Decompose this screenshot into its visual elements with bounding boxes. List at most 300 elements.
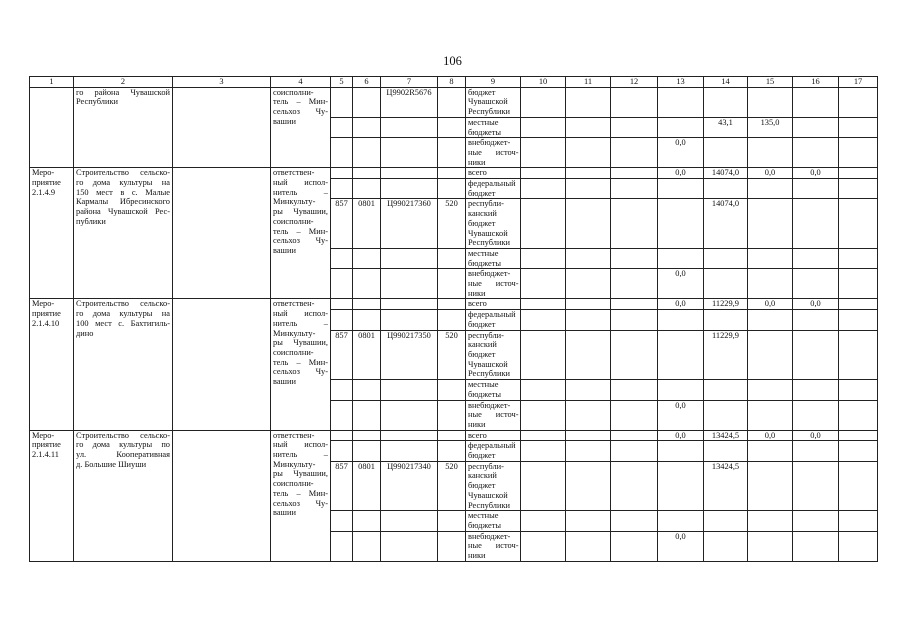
target-article-cell — [381, 430, 438, 441]
section-code-cell: 0801 — [353, 461, 381, 511]
column-number-header: 7 — [381, 77, 438, 88]
text-line: ры Чувашии, — [273, 338, 328, 348]
text-line: ный испол- — [273, 440, 328, 450]
text-line: го дома культуры по — [76, 440, 170, 450]
text-line: приятие — [32, 309, 61, 319]
amount-cell: 11229,9 — [704, 299, 748, 310]
amount-cell — [793, 138, 839, 168]
funding-source-cell — [466, 179, 521, 199]
grbs-code-cell: 857 — [331, 330, 353, 380]
text-line: д. Большие Шиуши — [76, 459, 147, 469]
expense-type-cell — [438, 138, 466, 168]
funding-source-cell — [466, 430, 521, 441]
amount-cell — [521, 380, 566, 400]
amount-cell — [521, 330, 566, 380]
amount-cell — [704, 441, 748, 461]
amount-cell — [611, 400, 658, 430]
amount-cell — [521, 531, 566, 561]
amount-cell: 0,0 — [658, 269, 704, 299]
amount-cell — [748, 461, 793, 511]
target-article-cell: Ц990217360 — [381, 199, 438, 249]
amount-cell: 13424,5 — [704, 461, 748, 511]
amount-cell — [521, 168, 566, 179]
column-number-header: 8 — [438, 77, 466, 88]
target-article-cell — [381, 310, 438, 330]
grbs-code-cell — [331, 168, 353, 179]
text-line: ры Чувашии, — [273, 207, 328, 217]
text-line: 150 мест в с. Малые — [76, 187, 170, 197]
amount-cell — [521, 400, 566, 430]
text-line: 2.1.4.10 — [32, 318, 60, 328]
amount-cell — [611, 430, 658, 441]
amount-cell — [793, 117, 839, 137]
funding-source-cell — [466, 168, 521, 179]
text-line: канский — [468, 471, 497, 481]
text-line: всего — [468, 299, 487, 309]
column-number-header: 17 — [839, 77, 878, 88]
text-line: местные — [468, 380, 499, 390]
grbs-code-cell — [331, 441, 353, 461]
text-line: нитель – — [273, 187, 328, 197]
text-line: соисполни- — [273, 216, 314, 226]
target-article-cell: Ц990217350 — [381, 330, 438, 380]
amount-cell — [521, 441, 566, 461]
text-line: соисполни- — [273, 347, 314, 357]
grbs-code-cell — [331, 179, 353, 199]
amount-cell: 14074,0 — [704, 199, 748, 249]
text-line: ники — [468, 288, 486, 298]
expense-type-cell — [438, 441, 466, 461]
table-body — [30, 87, 878, 561]
amount-cell — [611, 199, 658, 249]
text-line: вашии — [273, 116, 296, 126]
amount-cell — [748, 400, 793, 430]
text-line: Минкульту- — [273, 197, 316, 207]
amount-cell — [566, 87, 611, 117]
text-line: бюджеты — [468, 127, 502, 137]
amount-cell: 0,0 — [658, 531, 704, 561]
funding-source-cell — [466, 87, 521, 117]
grbs-code-cell — [331, 87, 353, 117]
text-line: приятие — [32, 440, 61, 450]
text-line: ные источ- — [468, 147, 519, 157]
text-line: бюджет — [468, 87, 496, 97]
amount-cell — [566, 531, 611, 561]
column-number-header: 1 — [30, 77, 74, 88]
amount-cell — [704, 179, 748, 199]
expense-type-cell: 520 — [438, 330, 466, 380]
column-number-header: 6 — [353, 77, 381, 88]
text-line: бюджеты — [468, 389, 502, 399]
amount-cell — [521, 179, 566, 199]
amount-cell — [611, 138, 658, 168]
column-number-row — [30, 77, 878, 88]
amount-cell — [793, 531, 839, 561]
amount-cell — [521, 87, 566, 117]
section-code-cell — [353, 531, 381, 561]
amount-cell — [793, 330, 839, 380]
amount-cell — [658, 199, 704, 249]
text-line: го дома культуры на — [76, 309, 170, 319]
funding-source-cell — [466, 299, 521, 310]
funding-source-cell — [466, 511, 521, 531]
measure-title-cell — [74, 87, 173, 168]
amount-cell — [748, 269, 793, 299]
amount-cell: 43,1 — [704, 117, 748, 137]
expense-type-cell — [438, 400, 466, 430]
amount-cell — [839, 199, 878, 249]
amount-cell — [748, 248, 793, 268]
text-line: канский — [468, 209, 497, 219]
text-line: соисполни- — [273, 87, 314, 97]
amount-cell — [748, 138, 793, 168]
amount-cell — [611, 461, 658, 511]
expense-type-cell — [438, 248, 466, 268]
target-article-cell — [381, 269, 438, 299]
amount-cell — [793, 248, 839, 268]
amount-cell — [611, 511, 658, 531]
expense-type-cell — [438, 117, 466, 137]
text-line: сельхоз Чу- — [273, 367, 328, 377]
table-row — [30, 299, 878, 310]
text-line: республи- — [468, 330, 504, 340]
target-article-cell — [381, 299, 438, 310]
section-code-cell — [353, 179, 381, 199]
amount-cell — [521, 430, 566, 441]
amount-cell — [793, 269, 839, 299]
text-line: Чувашской — [468, 490, 508, 500]
amount-cell: 0,0 — [793, 299, 839, 310]
grbs-code-cell — [331, 248, 353, 268]
amount-cell — [611, 531, 658, 561]
executor-cell — [271, 87, 331, 168]
amount-cell — [704, 511, 748, 531]
amount-cell — [839, 441, 878, 461]
amount-cell: 13424,5 — [704, 430, 748, 441]
amount-cell — [704, 400, 748, 430]
column-number-header: 15 — [748, 77, 793, 88]
grbs-code-cell — [331, 511, 353, 531]
text-line: бюджет — [468, 218, 496, 228]
amount-cell — [566, 330, 611, 380]
funding-source-cell — [466, 117, 521, 137]
text-line: нитель – — [273, 318, 328, 328]
column-number-header: 4 — [271, 77, 331, 88]
text-line: ный испол- — [273, 309, 328, 319]
target-article-cell — [381, 380, 438, 400]
text-line: сельхоз Чу- — [273, 498, 328, 508]
text-line: Чувашской — [468, 359, 508, 369]
amount-cell — [566, 511, 611, 531]
text-line: района Чувашской Рес- — [76, 207, 170, 217]
amount-cell — [611, 380, 658, 400]
text-line: Строительство сельско- — [76, 168, 170, 178]
section-code-cell — [353, 299, 381, 310]
amount-cell — [611, 117, 658, 137]
amount-cell — [521, 248, 566, 268]
text-line: ры Чувашии, — [273, 469, 328, 479]
text-line: ники — [468, 419, 486, 429]
expense-type-cell — [438, 531, 466, 561]
expense-type-cell — [438, 430, 466, 441]
amount-cell — [566, 138, 611, 168]
expense-type-cell — [438, 299, 466, 310]
amount-cell — [611, 330, 658, 380]
amount-cell — [839, 380, 878, 400]
text-line: Чувашской — [468, 228, 508, 238]
section-code-cell — [353, 117, 381, 137]
text-line: бюджет — [468, 451, 496, 461]
amount-cell — [704, 138, 748, 168]
amount-cell — [521, 199, 566, 249]
participant-cell — [173, 430, 271, 561]
amount-cell: 0,0 — [793, 168, 839, 179]
amount-cell — [611, 269, 658, 299]
amount-cell — [839, 330, 878, 380]
column-number-header: 14 — [704, 77, 748, 88]
amount-cell — [793, 461, 839, 511]
amount-cell — [566, 269, 611, 299]
text-line: Республики — [468, 238, 511, 248]
amount-cell — [793, 310, 839, 330]
grbs-code-cell — [331, 380, 353, 400]
amount-cell — [566, 441, 611, 461]
section-code-cell — [353, 310, 381, 330]
grbs-code-cell — [331, 299, 353, 310]
text-line: местные — [468, 511, 499, 521]
amount-cell — [748, 330, 793, 380]
text-line: Республики — [468, 500, 511, 510]
amount-cell — [566, 380, 611, 400]
text-line: Строительство сельско- — [76, 430, 170, 440]
text-line: федеральный — [468, 310, 516, 320]
amount-cell — [658, 441, 704, 461]
text-line: ный испол- — [273, 178, 328, 188]
column-number-header: 9 — [466, 77, 521, 88]
amount-cell — [521, 511, 566, 531]
amount-cell — [839, 87, 878, 117]
amount-cell — [611, 310, 658, 330]
table-header — [30, 77, 878, 88]
amount-cell — [704, 380, 748, 400]
amount-cell — [748, 511, 793, 531]
amount-cell — [566, 117, 611, 137]
funding-source-cell — [466, 269, 521, 299]
expense-type-cell — [438, 87, 466, 117]
text-line: республи- — [468, 461, 504, 471]
page-number: 106 — [443, 54, 462, 68]
amount-cell: 0,0 — [658, 168, 704, 179]
text-line: Минкульту- — [273, 328, 316, 338]
target-article-cell — [381, 441, 438, 461]
text-line: Меро- — [32, 299, 55, 309]
text-line: тель – Мин- — [273, 97, 328, 107]
amount-cell — [566, 461, 611, 511]
text-line: го дома культуры на — [76, 178, 170, 188]
amount-cell: 135,0 — [748, 117, 793, 137]
amount-cell — [658, 117, 704, 137]
funding-source-cell — [466, 310, 521, 330]
amount-cell — [704, 310, 748, 330]
target-article-cell — [381, 248, 438, 268]
text-line: всего — [468, 168, 487, 178]
expense-type-cell — [438, 269, 466, 299]
text-line: сельхоз Чу- — [273, 236, 328, 246]
target-article-cell: Ц9902R5676 — [381, 87, 438, 117]
column-number-header: 10 — [521, 77, 566, 88]
grbs-code-cell — [331, 310, 353, 330]
amount-cell — [566, 299, 611, 310]
text-line: 2.1.4.11 — [32, 450, 59, 460]
amount-cell — [521, 310, 566, 330]
amount-cell: 0,0 — [658, 299, 704, 310]
amount-cell — [566, 430, 611, 441]
target-article-cell — [381, 511, 438, 531]
amount-cell — [566, 248, 611, 268]
target-article-cell — [381, 138, 438, 168]
section-code-cell — [353, 441, 381, 461]
amount-cell — [566, 199, 611, 249]
text-line: ные источ- — [468, 279, 519, 289]
amount-cell — [839, 400, 878, 430]
participant-cell — [173, 168, 271, 299]
section-code-cell — [353, 380, 381, 400]
participant-cell — [173, 299, 271, 430]
text-line: го района Чувашской — [76, 87, 170, 97]
column-number-header: 3 — [173, 77, 271, 88]
text-line: Республики — [468, 107, 511, 117]
amount-cell: 0,0 — [658, 430, 704, 441]
amount-cell — [658, 461, 704, 511]
text-line: республи- — [468, 199, 504, 209]
amount-cell — [793, 380, 839, 400]
amount-cell: 11229,9 — [704, 330, 748, 380]
amount-cell — [748, 87, 793, 117]
funding-source-cell — [466, 461, 521, 511]
amount-cell — [748, 199, 793, 249]
column-number-header: 16 — [793, 77, 839, 88]
measure-title-cell — [74, 299, 173, 430]
target-article-cell: Ц990217340 — [381, 461, 438, 511]
text-line: федеральный — [468, 179, 516, 189]
amount-cell: 0,0 — [748, 168, 793, 179]
funding-source-cell — [466, 400, 521, 430]
amount-cell — [658, 380, 704, 400]
text-line: Чувашской — [468, 97, 508, 107]
amount-cell: 0,0 — [793, 430, 839, 441]
text-line: бюджеты — [468, 258, 502, 268]
text-line: сельхоз Чу- — [273, 107, 328, 117]
amount-cell — [611, 248, 658, 268]
amount-cell: 0,0 — [748, 299, 793, 310]
text-line: всего — [468, 430, 487, 440]
text-line: тель – Мин- — [273, 226, 328, 236]
text-line: бюджет — [468, 319, 496, 329]
text-line: нитель – — [273, 450, 328, 460]
text-line: Минкульту- — [273, 459, 316, 469]
amount-cell — [839, 248, 878, 268]
text-line: ответствен- — [273, 299, 315, 309]
text-line: вашии — [273, 245, 296, 255]
amount-cell — [839, 269, 878, 299]
amount-cell — [839, 168, 878, 179]
table-row — [30, 87, 878, 117]
expense-type-cell — [438, 179, 466, 199]
text-line: бюджет — [468, 349, 496, 359]
amount-cell — [839, 531, 878, 561]
funding-source-cell — [466, 199, 521, 249]
amount-cell — [839, 299, 878, 310]
measure-title-cell — [74, 430, 173, 561]
amount-cell — [658, 330, 704, 380]
amount-cell — [658, 87, 704, 117]
text-line: ники — [468, 551, 486, 561]
text-line: 100 мест с. Бахтигиль- — [76, 318, 170, 328]
target-article-cell — [381, 168, 438, 179]
expense-type-cell — [438, 310, 466, 330]
section-code-cell — [353, 248, 381, 268]
text-line: ул. Кооперативная — [76, 450, 170, 460]
text-line: вашии — [273, 377, 296, 387]
measure-id-cell — [30, 168, 74, 299]
text-line: бюджет — [468, 188, 496, 198]
amount-cell — [704, 87, 748, 117]
amount-cell — [611, 168, 658, 179]
expense-type-cell — [438, 380, 466, 400]
text-line: публики — [76, 216, 106, 226]
measure-title-cell — [74, 168, 173, 299]
amount-cell — [611, 87, 658, 117]
target-article-cell — [381, 531, 438, 561]
text-line: 2.1.4.9 — [32, 187, 56, 197]
section-code-cell — [353, 138, 381, 168]
amount-cell — [839, 117, 878, 137]
table-row — [30, 430, 878, 441]
text-line: Республики — [76, 97, 119, 107]
column-number-header: 13 — [658, 77, 704, 88]
column-number-header: 12 — [611, 77, 658, 88]
amount-cell — [566, 400, 611, 430]
amount-cell — [793, 179, 839, 199]
target-article-cell — [381, 179, 438, 199]
amount-cell — [839, 430, 878, 441]
text-line: приятие — [32, 178, 61, 188]
text-line: соисполни- — [273, 479, 314, 489]
grbs-code-cell — [331, 400, 353, 430]
amount-cell — [611, 179, 658, 199]
amount-cell — [839, 461, 878, 511]
amount-cell — [521, 299, 566, 310]
funding-source-cell — [466, 248, 521, 268]
text-line: местные — [468, 117, 499, 127]
grbs-code-cell: 857 — [331, 461, 353, 511]
target-article-cell — [381, 400, 438, 430]
text-line: федеральный — [468, 441, 516, 451]
text-line: внебюджет- — [468, 531, 511, 541]
measure-id-cell — [30, 299, 74, 430]
text-line: бюджеты — [468, 520, 502, 530]
grbs-code-cell — [331, 269, 353, 299]
amount-cell — [793, 441, 839, 461]
column-number-header: 11 — [566, 77, 611, 88]
amount-cell — [566, 168, 611, 179]
section-code-cell — [353, 168, 381, 179]
amount-cell — [521, 117, 566, 137]
executor-cell — [271, 168, 331, 299]
executor-cell — [271, 299, 331, 430]
text-line: ответствен- — [273, 168, 315, 178]
text-line: Строительство сельско- — [76, 299, 170, 309]
